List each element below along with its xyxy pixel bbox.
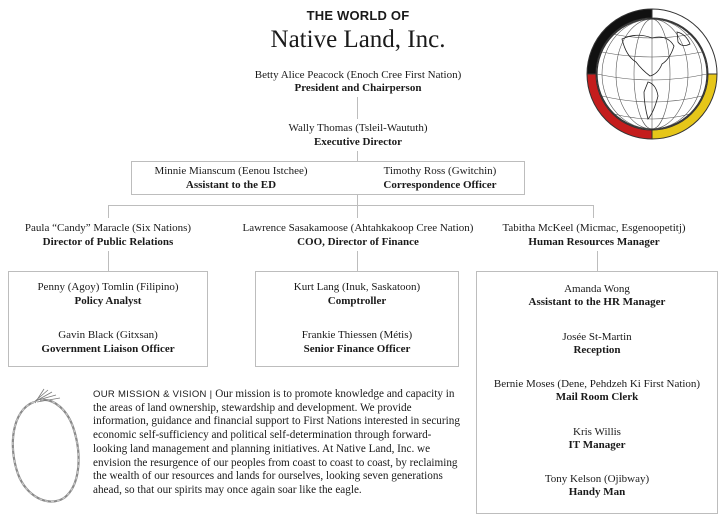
assistant-ed-role: Assistant to the ED: [185, 179, 277, 191]
connector-line: [357, 195, 358, 205]
mission-text: Our mission is to promote knowledge and capacity in the areas of land ownership, stewardship and development. We provide information, guidance and financial support to First Nations interested in securing economic self-sufficiency and political self-determination through forward-looking land management and planning initiatives. At Native Land, Inc. we envision the resurgence of our peoples from coast to coast to coast, by reclaiming the wealth of our resources and lands for ourselves, looking seven generations ahead, so that our spirits may once again soar like the eagle.: [93, 388, 460, 496]
connector-line: [593, 205, 594, 218]
connector-line: [597, 251, 598, 271]
comptroller-name: Kurt Lang (Inuk, Saskatoon): [293, 281, 421, 293]
mission-heading: OUR MISSION & VISION |: [93, 389, 213, 400]
president-name: Betty Alice Peacock (Enoch Cree First Nation): [254, 69, 462, 81]
reception-role: Reception: [573, 344, 621, 356]
assistant-ed-name: Minnie Mianscum (Eenou Istchee): [154, 165, 308, 177]
connector-line: [108, 205, 109, 218]
reception-name: Josée St-Martin: [562, 331, 632, 343]
director-finance-name: Lawrence Sasakamoose (Ahtahkakoop Cree Nation): [242, 222, 474, 234]
connector-line: [357, 205, 358, 218]
hr-assistant-role: Assistant to the HR Manager: [528, 296, 666, 308]
director-finance-role: COO, Director of Finance: [297, 236, 419, 248]
director-pr-name: Paula “Candy” Maracle (Six Nations): [24, 222, 192, 234]
page-title: Native Land, Inc.: [270, 26, 446, 53]
correspondence-officer-role: Correspondence Officer: [383, 179, 497, 191]
header-kicker: THE WORLD OF: [306, 8, 410, 23]
correspondence-officer-name: Timothy Ross (Gwitchin): [383, 165, 497, 177]
policy-analyst-role: Policy Analyst: [74, 295, 142, 307]
handy-man-name: Tony Kelson (Ojibway): [544, 473, 650, 485]
hr-assistant-name: Amanda Wong: [564, 283, 630, 295]
medicine-wheel-globe-icon: [582, 4, 722, 144]
policy-analyst-name: Penny (Agoy) Tomlin (Filipino): [37, 281, 179, 293]
connector-line: [357, 151, 358, 161]
executive-name: Wally Thomas (Tsleil-Waututh): [288, 122, 428, 134]
sweetgrass-braid-icon: [4, 386, 88, 514]
handy-man-role: Handy Man: [568, 486, 626, 498]
liaison-officer-role: Government Liaison Officer: [41, 343, 175, 355]
mail-room-clerk-name: Bernie Moses (Dene, Pehdzeh Ki First Nation): [493, 378, 701, 390]
comptroller-role: Comptroller: [327, 295, 387, 307]
connector-line: [357, 97, 358, 119]
it-manager-role: IT Manager: [568, 439, 626, 451]
director-hr-name: Tabitha McKeel (Micmac, Esgenoopetitj): [502, 222, 686, 234]
it-manager-name: Kris Willis: [573, 426, 621, 438]
connector-line: [357, 251, 358, 271]
president-role: President and Chairperson: [294, 82, 422, 94]
director-pr-role: Director of Public Relations: [42, 236, 174, 248]
connector-line: [108, 251, 109, 271]
finance-officer-name: Frankie Thiessen (Métis): [301, 329, 413, 341]
connector-line: [108, 205, 594, 206]
mail-room-clerk-role: Mail Room Clerk: [555, 391, 639, 403]
liaison-officer-name: Gavin Black (Gitxsan): [58, 329, 158, 341]
executive-role: Executive Director: [313, 136, 403, 148]
finance-officer-role: Senior Finance Officer: [303, 343, 411, 355]
mission-statement: [93, 388, 465, 498]
director-hr-role: Human Resources Manager: [528, 236, 660, 248]
